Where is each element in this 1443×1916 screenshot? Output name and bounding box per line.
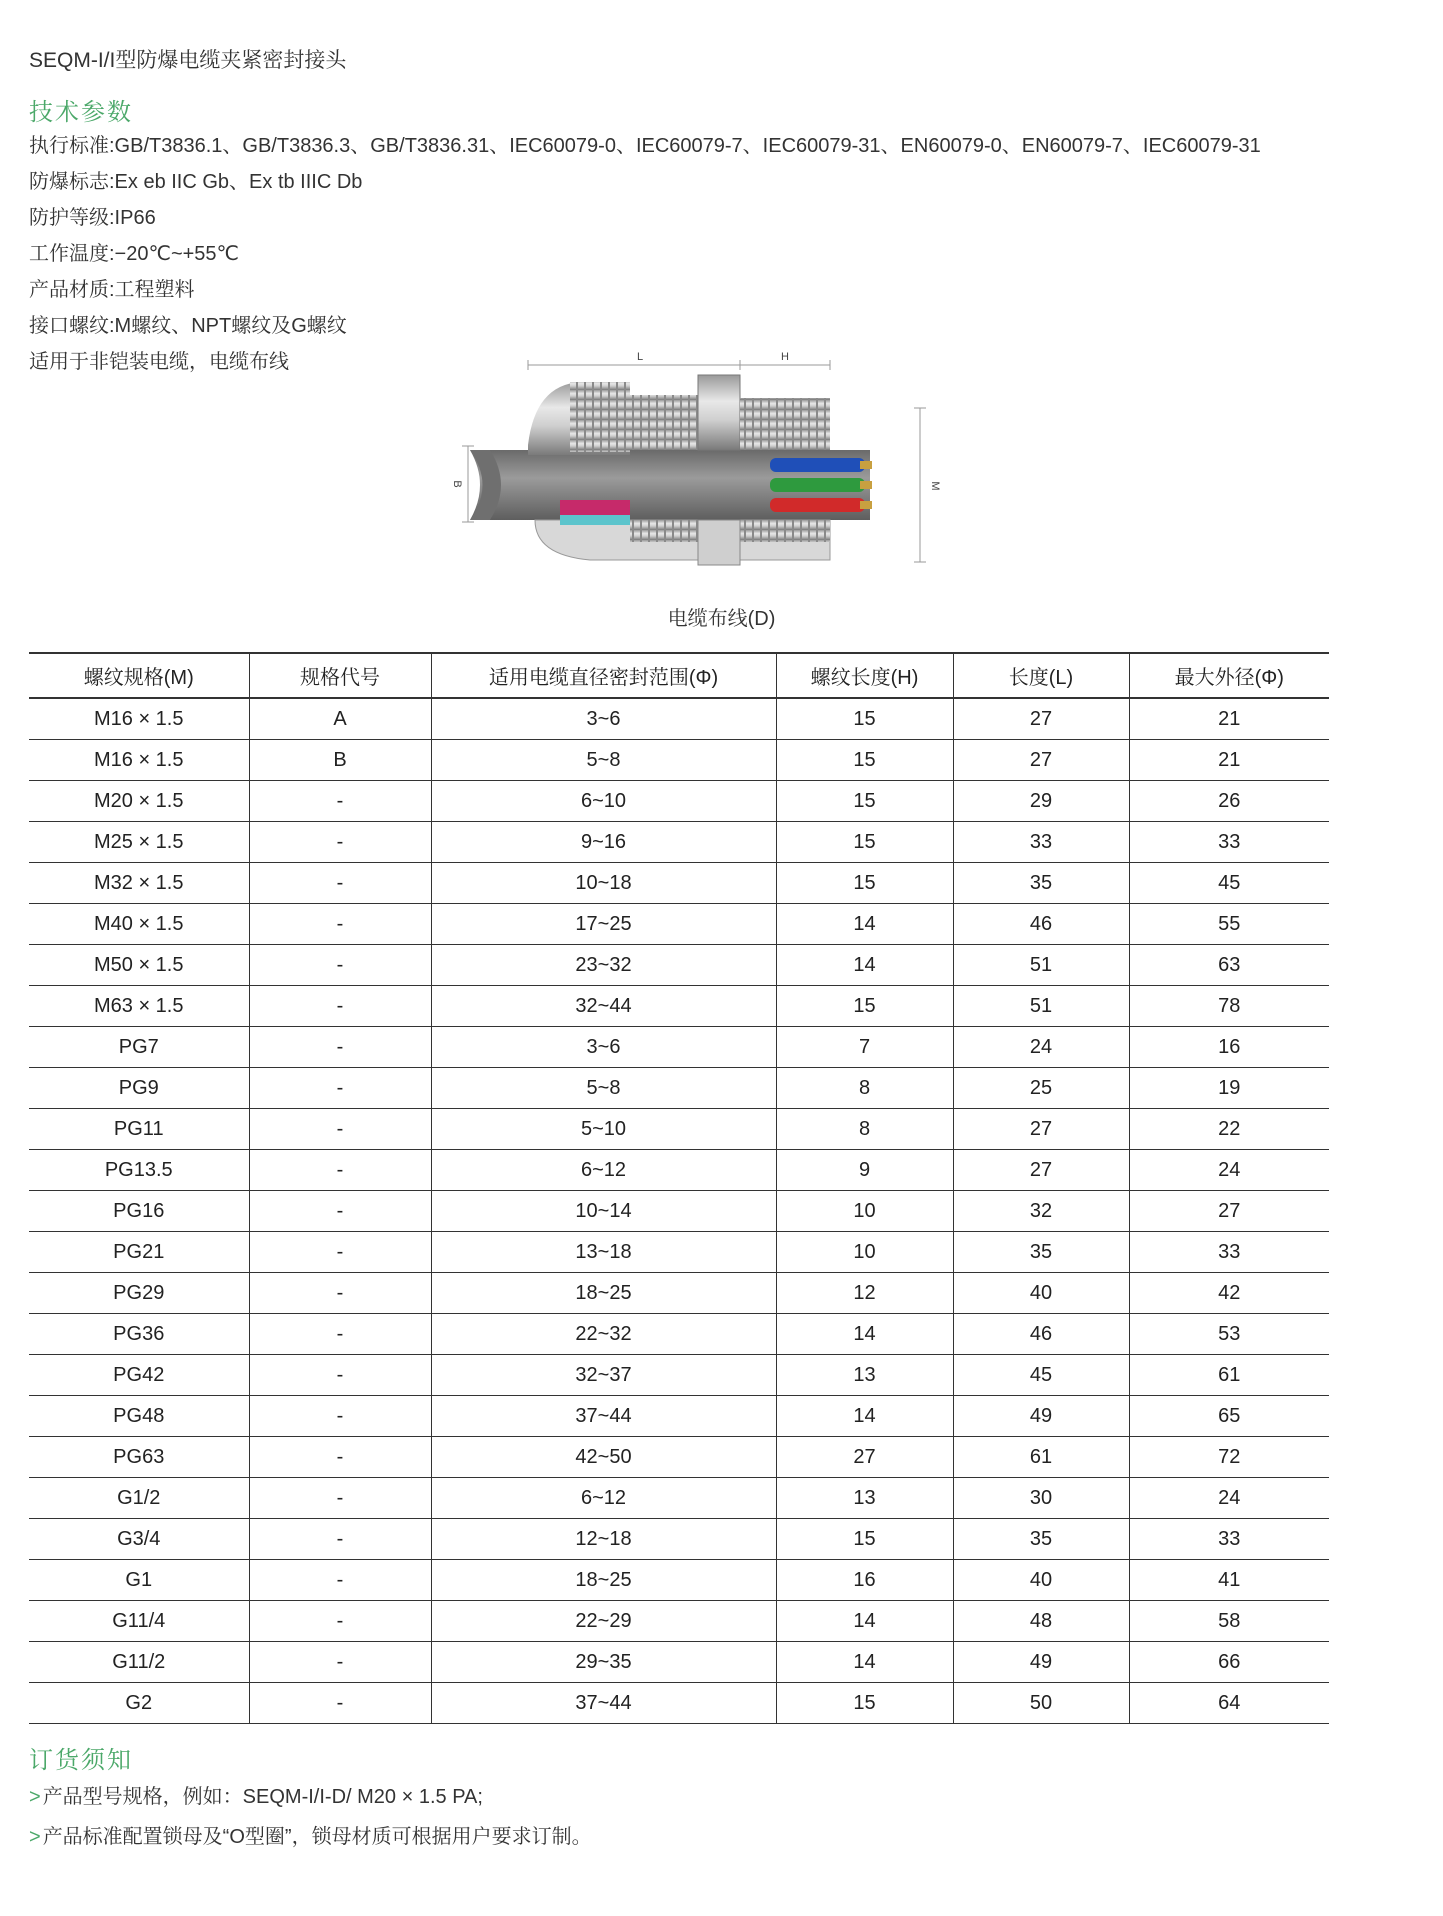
cell-length: 51 bbox=[953, 945, 1129, 986]
table-row bbox=[29, 1191, 1329, 1232]
table-row bbox=[29, 863, 1329, 904]
cell-thread-length: 27 bbox=[776, 1437, 953, 1478]
cell-max-diameter: 33 bbox=[1129, 822, 1329, 863]
table-row bbox=[29, 1027, 1329, 1068]
cell-thread-spec: PG29 bbox=[29, 1273, 249, 1314]
param-ex-marking: 防爆标志:Ex eb IIC Gb、Ex tb IIIC Db bbox=[29, 171, 363, 193]
table-row bbox=[29, 986, 1329, 1027]
arrow-icon: > bbox=[29, 1826, 41, 1848]
cell-thread-length: 15 bbox=[776, 740, 953, 781]
table-row bbox=[29, 1683, 1329, 1724]
cell-spec-code: - bbox=[249, 781, 431, 822]
cell-length: 50 bbox=[953, 1683, 1129, 1724]
figure-caption: 电缆布线(D) bbox=[667, 608, 776, 630]
cell-thread-length: 8 bbox=[776, 1109, 953, 1150]
table-row bbox=[29, 1396, 1329, 1437]
order-note-text: 产品型号规格，例如：SEQM-I/I-D/ M20 × 1.5 PA; bbox=[42, 1786, 483, 1808]
cell-length: 30 bbox=[953, 1478, 1129, 1519]
cell-spec-code: - bbox=[249, 822, 431, 863]
cell-spec-code: - bbox=[249, 1642, 431, 1683]
cell-max-diameter: 63 bbox=[1129, 945, 1329, 986]
section-heading-order: 订货须知 bbox=[29, 1747, 133, 1774]
cell-max-diameter: 42 bbox=[1129, 1273, 1329, 1314]
table-row bbox=[29, 1519, 1329, 1560]
cell-thread-length: 15 bbox=[776, 1683, 953, 1724]
param-protection: 防护等级:IP66 bbox=[29, 207, 156, 229]
cell-thread-length: 12 bbox=[776, 1273, 953, 1314]
param-temperature: 工作温度:−20℃~+55℃ bbox=[29, 243, 240, 265]
cell-spec-code: - bbox=[249, 945, 431, 986]
cell-max-diameter: 53 bbox=[1129, 1314, 1329, 1355]
cell-spec-code: - bbox=[249, 986, 431, 1027]
cell-cable-range: 5~8 bbox=[431, 740, 776, 781]
cell-cable-range: 12~18 bbox=[431, 1519, 776, 1560]
cell-cable-range: 37~44 bbox=[431, 1683, 776, 1724]
cell-thread-spec: PG11 bbox=[29, 1109, 249, 1150]
cell-cable-range: 37~44 bbox=[431, 1396, 776, 1437]
cell-thread-length: 10 bbox=[776, 1232, 953, 1273]
cell-thread-spec: PG63 bbox=[29, 1437, 249, 1478]
cell-thread-spec: PG42 bbox=[29, 1355, 249, 1396]
cell-thread-length: 14 bbox=[776, 1601, 953, 1642]
table-row bbox=[29, 1560, 1329, 1601]
lock-nut-lower bbox=[698, 520, 740, 565]
cell-spec-code: - bbox=[249, 1068, 431, 1109]
dim-label-B: B bbox=[451, 480, 463, 488]
table-row bbox=[29, 1478, 1329, 1519]
cell-thread-length: 14 bbox=[776, 1314, 953, 1355]
cell-cable-range: 17~25 bbox=[431, 904, 776, 945]
cell-max-diameter: 19 bbox=[1129, 1068, 1329, 1109]
param-standard: 执行标准:GB/T3836.1、GB/T3836.3、GB/T3836.31、IEC60079-0、IEC60079-7、IEC60079-31、EN60079-0、EN60079-7、IEC60079-31 bbox=[29, 135, 1261, 157]
table-row bbox=[29, 945, 1329, 986]
cell-thread-spec: M63 × 1.5 bbox=[29, 986, 249, 1027]
cell-thread-spec: G11/4 bbox=[29, 1601, 249, 1642]
table-row bbox=[29, 1601, 1329, 1642]
cell-thread-spec: PG36 bbox=[29, 1314, 249, 1355]
cell-thread-spec: M40 × 1.5 bbox=[29, 904, 249, 945]
cell-cable-range: 23~32 bbox=[431, 945, 776, 986]
cell-cable-range: 9~16 bbox=[431, 822, 776, 863]
cell-max-diameter: 64 bbox=[1129, 1683, 1329, 1724]
param-thread: 接口螺纹:M螺纹、NPT螺纹及G螺纹 bbox=[29, 315, 347, 337]
cell-length: 40 bbox=[953, 1273, 1129, 1314]
seal-insert-cyan bbox=[560, 515, 630, 525]
cell-thread-length: 14 bbox=[776, 945, 953, 986]
section-heading-tech: 技术参数 bbox=[29, 99, 133, 126]
cell-max-diameter: 26 bbox=[1129, 781, 1329, 822]
cell-thread-spec: G2 bbox=[29, 1683, 249, 1724]
cell-thread-spec: M16 × 1.5 bbox=[29, 740, 249, 781]
cell-thread-length: 14 bbox=[776, 1642, 953, 1683]
table-row bbox=[29, 822, 1329, 863]
cell-length: 27 bbox=[953, 1150, 1129, 1191]
cell-thread-spec: PG21 bbox=[29, 1232, 249, 1273]
cell-spec-code: - bbox=[249, 1560, 431, 1601]
cell-length: 32 bbox=[953, 1191, 1129, 1232]
cell-thread-spec: M16 × 1.5 bbox=[29, 698, 249, 740]
wire-tip-green bbox=[860, 481, 872, 489]
order-note bbox=[29, 1781, 592, 1821]
cell-cable-range: 32~44 bbox=[431, 986, 776, 1027]
cell-thread-length: 10 bbox=[776, 1191, 953, 1232]
cell-thread-length: 7 bbox=[776, 1027, 953, 1068]
page-title: SEQM-I/I型防爆电缆夹紧密封接头 bbox=[29, 49, 347, 72]
dim-label-M: M bbox=[929, 481, 941, 491]
cell-length: 35 bbox=[953, 1519, 1129, 1560]
cell-max-diameter: 41 bbox=[1129, 1560, 1329, 1601]
cell-max-diameter: 33 bbox=[1129, 1232, 1329, 1273]
cell-spec-code: - bbox=[249, 904, 431, 945]
cell-cable-range: 6~12 bbox=[431, 1150, 776, 1191]
cell-thread-spec: PG48 bbox=[29, 1396, 249, 1437]
cell-max-diameter: 16 bbox=[1129, 1027, 1329, 1068]
cell-max-diameter: 72 bbox=[1129, 1437, 1329, 1478]
cell-length: 27 bbox=[953, 740, 1129, 781]
cell-max-diameter: 22 bbox=[1129, 1109, 1329, 1150]
cell-cable-range: 3~6 bbox=[431, 698, 776, 740]
cell-max-diameter: 21 bbox=[1129, 698, 1329, 740]
cell-spec-code: - bbox=[249, 1150, 431, 1191]
ribbed-nut bbox=[570, 382, 630, 452]
col-header-cable-range: 适用电缆直径密封范围(Φ) bbox=[431, 653, 776, 698]
order-note bbox=[29, 1821, 592, 1861]
cell-length: 49 bbox=[953, 1396, 1129, 1437]
cell-length: 29 bbox=[953, 781, 1129, 822]
cell-cable-range: 18~25 bbox=[431, 1273, 776, 1314]
cell-spec-code: - bbox=[249, 1601, 431, 1642]
table-row bbox=[29, 1314, 1329, 1355]
cell-thread-spec: G1 bbox=[29, 1560, 249, 1601]
cell-thread-length: 14 bbox=[776, 904, 953, 945]
cell-cable-range: 32~37 bbox=[431, 1355, 776, 1396]
table-row bbox=[29, 781, 1329, 822]
cell-thread-spec: G3/4 bbox=[29, 1519, 249, 1560]
cell-thread-length: 15 bbox=[776, 986, 953, 1027]
param-material: 产品材质:工程塑料 bbox=[29, 279, 195, 301]
cell-cable-range: 22~32 bbox=[431, 1314, 776, 1355]
table-row bbox=[29, 1150, 1329, 1191]
cell-cable-range: 10~18 bbox=[431, 863, 776, 904]
table-row bbox=[29, 1642, 1329, 1683]
cell-thread-length: 15 bbox=[776, 781, 953, 822]
table-header-row bbox=[29, 653, 1329, 698]
cell-spec-code: - bbox=[249, 1273, 431, 1314]
wire-core-red bbox=[770, 498, 865, 512]
cell-max-diameter: 58 bbox=[1129, 1601, 1329, 1642]
table-row bbox=[29, 740, 1329, 781]
cell-thread-length: 15 bbox=[776, 698, 953, 740]
cell-cable-range: 22~29 bbox=[431, 1601, 776, 1642]
wire-tip-blue bbox=[860, 461, 872, 469]
cell-length: 24 bbox=[953, 1027, 1129, 1068]
cell-length: 27 bbox=[953, 698, 1129, 740]
cell-spec-code: - bbox=[249, 1478, 431, 1519]
cell-cable-range: 5~8 bbox=[431, 1068, 776, 1109]
dim-label-L: L bbox=[636, 351, 644, 363]
cell-cable-range: 29~35 bbox=[431, 1642, 776, 1683]
cell-length: 48 bbox=[953, 1601, 1129, 1642]
cell-max-diameter: 55 bbox=[1129, 904, 1329, 945]
spec-table bbox=[29, 652, 1329, 1724]
cell-max-diameter: 24 bbox=[1129, 1478, 1329, 1519]
cell-spec-code: - bbox=[249, 1683, 431, 1724]
cell-spec-code: - bbox=[249, 863, 431, 904]
cell-length: 45 bbox=[953, 1355, 1129, 1396]
cell-cable-range: 18~25 bbox=[431, 1560, 776, 1601]
cell-length: 27 bbox=[953, 1109, 1129, 1150]
cell-max-diameter: 65 bbox=[1129, 1396, 1329, 1437]
cell-thread-length: 15 bbox=[776, 863, 953, 904]
cell-max-diameter: 24 bbox=[1129, 1150, 1329, 1191]
cell-thread-spec: G1/2 bbox=[29, 1478, 249, 1519]
cell-thread-length: 9 bbox=[776, 1150, 953, 1191]
cell-thread-spec: M20 × 1.5 bbox=[29, 781, 249, 822]
cell-cable-range: 6~12 bbox=[431, 1478, 776, 1519]
cell-spec-code: - bbox=[249, 1355, 431, 1396]
cell-spec-code: - bbox=[249, 1191, 431, 1232]
col-header-spec-code: 规格代号 bbox=[249, 653, 431, 698]
cell-thread-spec: M25 × 1.5 bbox=[29, 822, 249, 863]
col-header-max-diameter: 最大外径(Φ) bbox=[1129, 653, 1329, 698]
cell-thread-spec: PG9 bbox=[29, 1068, 249, 1109]
cell-length: 25 bbox=[953, 1068, 1129, 1109]
cell-spec-code: A bbox=[249, 698, 431, 740]
lock-nut bbox=[698, 375, 740, 450]
cell-spec-code: - bbox=[249, 1396, 431, 1437]
cell-thread-length: 14 bbox=[776, 1396, 953, 1437]
cell-cable-range: 10~14 bbox=[431, 1191, 776, 1232]
cell-length: 46 bbox=[953, 904, 1129, 945]
cell-thread-length: 16 bbox=[776, 1560, 953, 1601]
table-row bbox=[29, 1437, 1329, 1478]
dim-label-H: H bbox=[781, 351, 789, 363]
cell-length: 46 bbox=[953, 1314, 1129, 1355]
cell-length: 35 bbox=[953, 1232, 1129, 1273]
cell-thread-length: 15 bbox=[776, 1519, 953, 1560]
cell-spec-code: - bbox=[249, 1519, 431, 1560]
cell-length: 40 bbox=[953, 1560, 1129, 1601]
cell-length: 33 bbox=[953, 822, 1129, 863]
cell-spec-code: B bbox=[249, 740, 431, 781]
table-row bbox=[29, 1273, 1329, 1314]
cell-length: 49 bbox=[953, 1642, 1129, 1683]
entry-thread-upper bbox=[740, 398, 830, 450]
cell-thread-length: 13 bbox=[776, 1478, 953, 1519]
cell-cable-range: 13~18 bbox=[431, 1232, 776, 1273]
cell-cable-range: 3~6 bbox=[431, 1027, 776, 1068]
wire-tip-red bbox=[860, 501, 872, 509]
cell-max-diameter: 66 bbox=[1129, 1642, 1329, 1683]
table-row bbox=[29, 1068, 1329, 1109]
col-header-length: 长度(L) bbox=[953, 653, 1129, 698]
cable-gland-diagram bbox=[440, 340, 960, 570]
wire-core-blue bbox=[770, 458, 865, 472]
table-row bbox=[29, 1232, 1329, 1273]
cell-spec-code: - bbox=[249, 1314, 431, 1355]
table-row bbox=[29, 904, 1329, 945]
cell-length: 35 bbox=[953, 863, 1129, 904]
col-header-thread-length: 螺纹长度(H) bbox=[776, 653, 953, 698]
table-row bbox=[29, 698, 1329, 740]
cell-thread-length: 15 bbox=[776, 822, 953, 863]
cell-thread-spec: M50 × 1.5 bbox=[29, 945, 249, 986]
param-application: 适用于非铠装电缆，电缆布线 bbox=[29, 351, 289, 373]
cell-cable-range: 5~10 bbox=[431, 1109, 776, 1150]
cell-length: 61 bbox=[953, 1437, 1129, 1478]
col-header-thread-spec: 螺纹规格(M) bbox=[29, 653, 249, 698]
cell-spec-code: - bbox=[249, 1027, 431, 1068]
cell-max-diameter: 21 bbox=[1129, 740, 1329, 781]
cell-max-diameter: 45 bbox=[1129, 863, 1329, 904]
cell-length: 51 bbox=[953, 986, 1129, 1027]
cell-spec-code: - bbox=[249, 1437, 431, 1478]
table-row bbox=[29, 1355, 1329, 1396]
cell-max-diameter: 27 bbox=[1129, 1191, 1329, 1232]
cell-thread-spec: M32 × 1.5 bbox=[29, 863, 249, 904]
cell-cable-range: 42~50 bbox=[431, 1437, 776, 1478]
cell-thread-length: 13 bbox=[776, 1355, 953, 1396]
cell-spec-code: - bbox=[249, 1109, 431, 1150]
cell-max-diameter: 61 bbox=[1129, 1355, 1329, 1396]
cell-thread-length: 8 bbox=[776, 1068, 953, 1109]
arrow-icon: > bbox=[29, 1786, 41, 1808]
thread-body-upper bbox=[630, 395, 700, 450]
order-notes bbox=[29, 1781, 592, 1861]
wire-core-green bbox=[770, 478, 865, 492]
table-row bbox=[29, 1109, 1329, 1150]
cell-thread-spec: PG7 bbox=[29, 1027, 249, 1068]
cell-thread-spec: G11/2 bbox=[29, 1642, 249, 1683]
order-note-text: 产品标准配置锁母及“O型圈”，锁母材质可根据用户要求订制。 bbox=[42, 1826, 592, 1848]
cell-thread-spec: PG16 bbox=[29, 1191, 249, 1232]
cell-cable-range: 6~10 bbox=[431, 781, 776, 822]
cell-max-diameter: 78 bbox=[1129, 986, 1329, 1027]
cell-max-diameter: 33 bbox=[1129, 1519, 1329, 1560]
cell-thread-spec: PG13.5 bbox=[29, 1150, 249, 1191]
cell-spec-code: - bbox=[249, 1232, 431, 1273]
